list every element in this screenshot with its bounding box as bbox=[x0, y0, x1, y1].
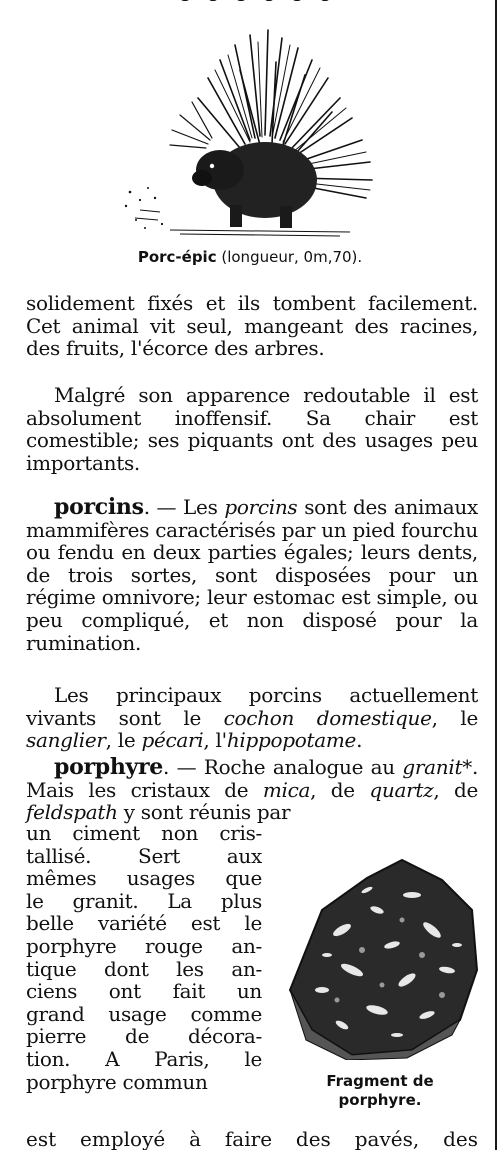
entry-italic: quartz bbox=[369, 777, 434, 802]
text-line: le granit. La plus bbox=[26, 888, 262, 913]
entry-porphyre bbox=[26, 756, 478, 824]
paragraph-porcins-list bbox=[26, 684, 478, 752]
porcupine-illustration bbox=[100, 20, 400, 245]
caption-line: porphyre. bbox=[338, 1091, 422, 1109]
porcupine-caption bbox=[60, 248, 440, 267]
entry-text: , le bbox=[105, 728, 142, 753]
entry-italic: mica bbox=[262, 777, 311, 802]
text-line: tique dont les an- bbox=[26, 956, 262, 981]
entry-italic: hippopotame bbox=[226, 728, 357, 753]
entry-text: sont des animaux mammifères caractérisés par un pied fourchu ou fendu en deux parties égales; leurs dents, de trois sortes, sont disposées pour un régime omnivore; leur estomac est simple, ou peu compliqué, et non disposé pour la rumination. bbox=[26, 495, 478, 655]
entry-italic: pécari bbox=[141, 728, 204, 753]
entry-text: . — Les bbox=[143, 495, 225, 519]
text-line: ciens ont fait un bbox=[26, 979, 262, 1004]
paragraph-text: solidement fixés et ils tombent facilement. Cet animal vit seul, mangeant des racines, des fruits, l'écorce des arbres. bbox=[26, 291, 478, 361]
entry-porcins bbox=[26, 496, 478, 654]
entry-italic: porcins bbox=[224, 495, 298, 519]
paragraph-porcupine-habits bbox=[26, 292, 478, 360]
caption-line: Fragment de bbox=[326, 1072, 434, 1090]
text-line: mêmes usages que bbox=[26, 866, 262, 891]
entry-text: , de bbox=[310, 777, 370, 802]
porphyre-narrow-column bbox=[26, 822, 262, 1093]
headword-porphyre: porphyre bbox=[54, 754, 163, 780]
text-line: grand usage comme bbox=[26, 1001, 262, 1026]
headword-porcins: porcins bbox=[54, 494, 144, 520]
text-line: porphyre rouge an- bbox=[26, 933, 262, 958]
cropped-text-fragment bbox=[180, 0, 360, 4]
entry-text: , de bbox=[433, 777, 478, 802]
entry-text: Les principaux porcins actuellement vivants sont le bbox=[26, 683, 478, 730]
paragraph-continuation-line: est employé à faire des pavés, des bbox=[26, 1127, 478, 1150]
text-line: pierre de décora- bbox=[26, 1024, 262, 1049]
entry-italic: cochon domestique bbox=[223, 705, 432, 730]
entry-italic: sanglier bbox=[26, 728, 106, 753]
paragraph-porcupine-harmless bbox=[26, 384, 478, 474]
paragraph-text: Malgré son apparence redoutable il est absolument inoffensif. Sa chair est comestible; ses piquants ont des usages peu importants. bbox=[26, 383, 478, 475]
text-line: tallisé. Sert aux bbox=[26, 843, 262, 868]
entry-italic: granit* bbox=[402, 755, 472, 779]
entry-text: . — Roche analogue au bbox=[163, 755, 403, 779]
entry-text: y sont réunis par bbox=[117, 800, 291, 825]
caption-title: Porc-épic bbox=[137, 248, 217, 266]
text-line: un ciment non cris- bbox=[26, 821, 262, 845]
entry-text: , l' bbox=[203, 728, 227, 753]
entry-text: , le bbox=[431, 705, 478, 730]
entry-text: . bbox=[356, 728, 363, 753]
entry-text: . Mais les cristaux de bbox=[26, 755, 478, 802]
caption-detail: (longueur, 0m,70). bbox=[216, 248, 363, 266]
entry-italic: feldspath bbox=[26, 800, 118, 825]
text-line: porphyre commun bbox=[26, 1069, 208, 1094]
text-line: belle variété est le bbox=[26, 911, 262, 936]
text-line: tion. A Paris, le bbox=[26, 1046, 262, 1071]
porphyry-caption bbox=[290, 1072, 470, 1110]
column-rule bbox=[495, 0, 497, 1150]
porphyry-fragment-illustration bbox=[282, 850, 482, 1060]
